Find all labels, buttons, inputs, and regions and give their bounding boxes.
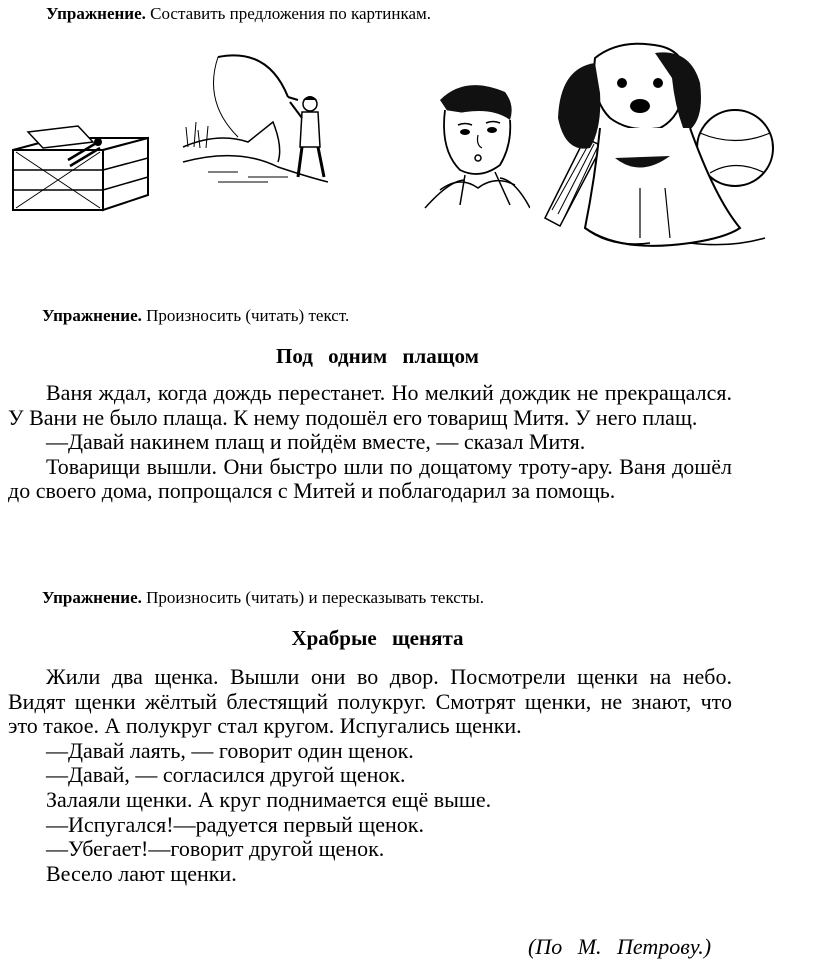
paragraph: —Убегает!—говорит другой щенок. <box>46 836 385 862</box>
story-title: Под одним плащом <box>276 344 479 368</box>
paragraph: Ваня ждал, когда дождь перестанет. Но мелкий дождик не прекращался. У Вани не было плаща. К нему подошёл его товарищ Митя. У него плащ. <box>8 380 732 430</box>
fisherman-icon <box>178 52 336 187</box>
exercise-instruction: Произносить (читать) текст. <box>141 306 350 325</box>
paragraph: Залаяли щенки. А круг поднимается ещё выше. <box>46 786 492 812</box>
exercise-label: Упражнение. <box>42 588 142 607</box>
box-with-pliers-icon <box>8 120 158 215</box>
exercise-instruction: Составить предложения по картинкам. <box>145 4 431 23</box>
paragraph: Весело лают щенки. <box>46 860 237 886</box>
attribution: (По М. Петрову.) <box>528 934 712 959</box>
story-body <box>8 665 732 886</box>
paragraph: Жили два щенка. Вышли они во двор. Посмотрели щенки на небо. Видят щенки жёлтый блестящий полукруг. Смотрят щенки, не знают, что это такое. А полукруг стал кругом. Испугались щенки. <box>8 664 732 739</box>
story-title: Храбрые щенята <box>291 626 464 650</box>
exercise-instruction: Произносить (читать) и пересказывать тексты. <box>141 588 484 607</box>
paragraph: —Давай лаять, — говорит один щенок. <box>46 737 414 763</box>
paragraph: —Давай накинем плащ и пойдём вместе, — сказал Митя. <box>46 429 586 455</box>
story-body <box>8 381 732 504</box>
puppy-with-ball-icon <box>540 38 775 263</box>
paragraph: —Испугался!—радуется первый щенок. <box>46 811 424 837</box>
exercise-heading-1 <box>46 4 431 24</box>
paragraph: —Давай, — согласился другой щенок. <box>46 762 406 788</box>
boy-portrait-icon <box>420 80 530 210</box>
exercise-heading-2 <box>42 306 349 326</box>
paragraph: Товарищи вышли. Они быстро шли по дощатому троту-ару. Ваня дошёл до своего дома, попрощался с Митей и поблагодарил за помощь. <box>8 453 732 504</box>
exercise-label: Упражнение. <box>46 4 146 23</box>
exercise-label: Упражнение. <box>42 306 142 325</box>
exercise-heading-3 <box>42 588 484 608</box>
